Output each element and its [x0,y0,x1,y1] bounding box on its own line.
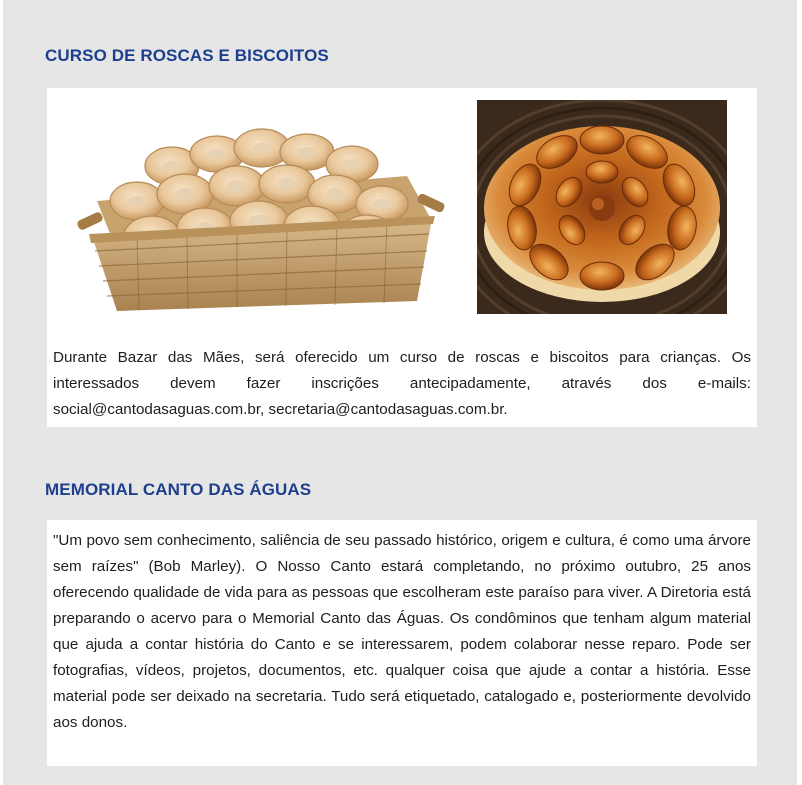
braided-bread-photo [477,100,727,314]
card-roscas [47,88,757,427]
roscas-description: Durante Bazar das Mães, será oferecido um curso de roscas e biscoitos para crianças. Os interessados devem fazer inscrições antecipadamente, através dos e-mails: social@cantodasaguas.com.br, secretaria@cantodasaguas.com.br. [53,349,751,418]
page [3,0,797,785]
card-memorial [47,520,757,766]
memorial-description: "Um povo sem conhecimento, saliência de seu passado histórico, origem e cultura, é como uma árvore sem raízes" (Bob Marley). O Nosso Canto estará completando, no próximo outubro, 25 anos oferecendo qualidade de vida para as pessoas que escolheram este paraíso para viver. A Diretoria está preparando o acervo para o Memorial Canto das Águas. Os condôminos que tenham algum material que ajuda a contar história do Canto e se interessarem, podem colaborar nesse reparo. Pode ser fotografias, vídeos, projetos, documentos, etc. qualquer coisa que ajude a contar a história. Esse material pode ser deixado na secretaria. Tudo será etiquetado, catalogado e, posteriormente devolvido aos donos. [53,532,751,731]
section-title-roscas: CURSO DE ROSCAS E BISCOITOS [45,46,329,65]
section-title-memorial: MEMORIAL CANTO DAS ÁGUAS [45,480,312,499]
biscuit-basket-photo [77,106,449,316]
